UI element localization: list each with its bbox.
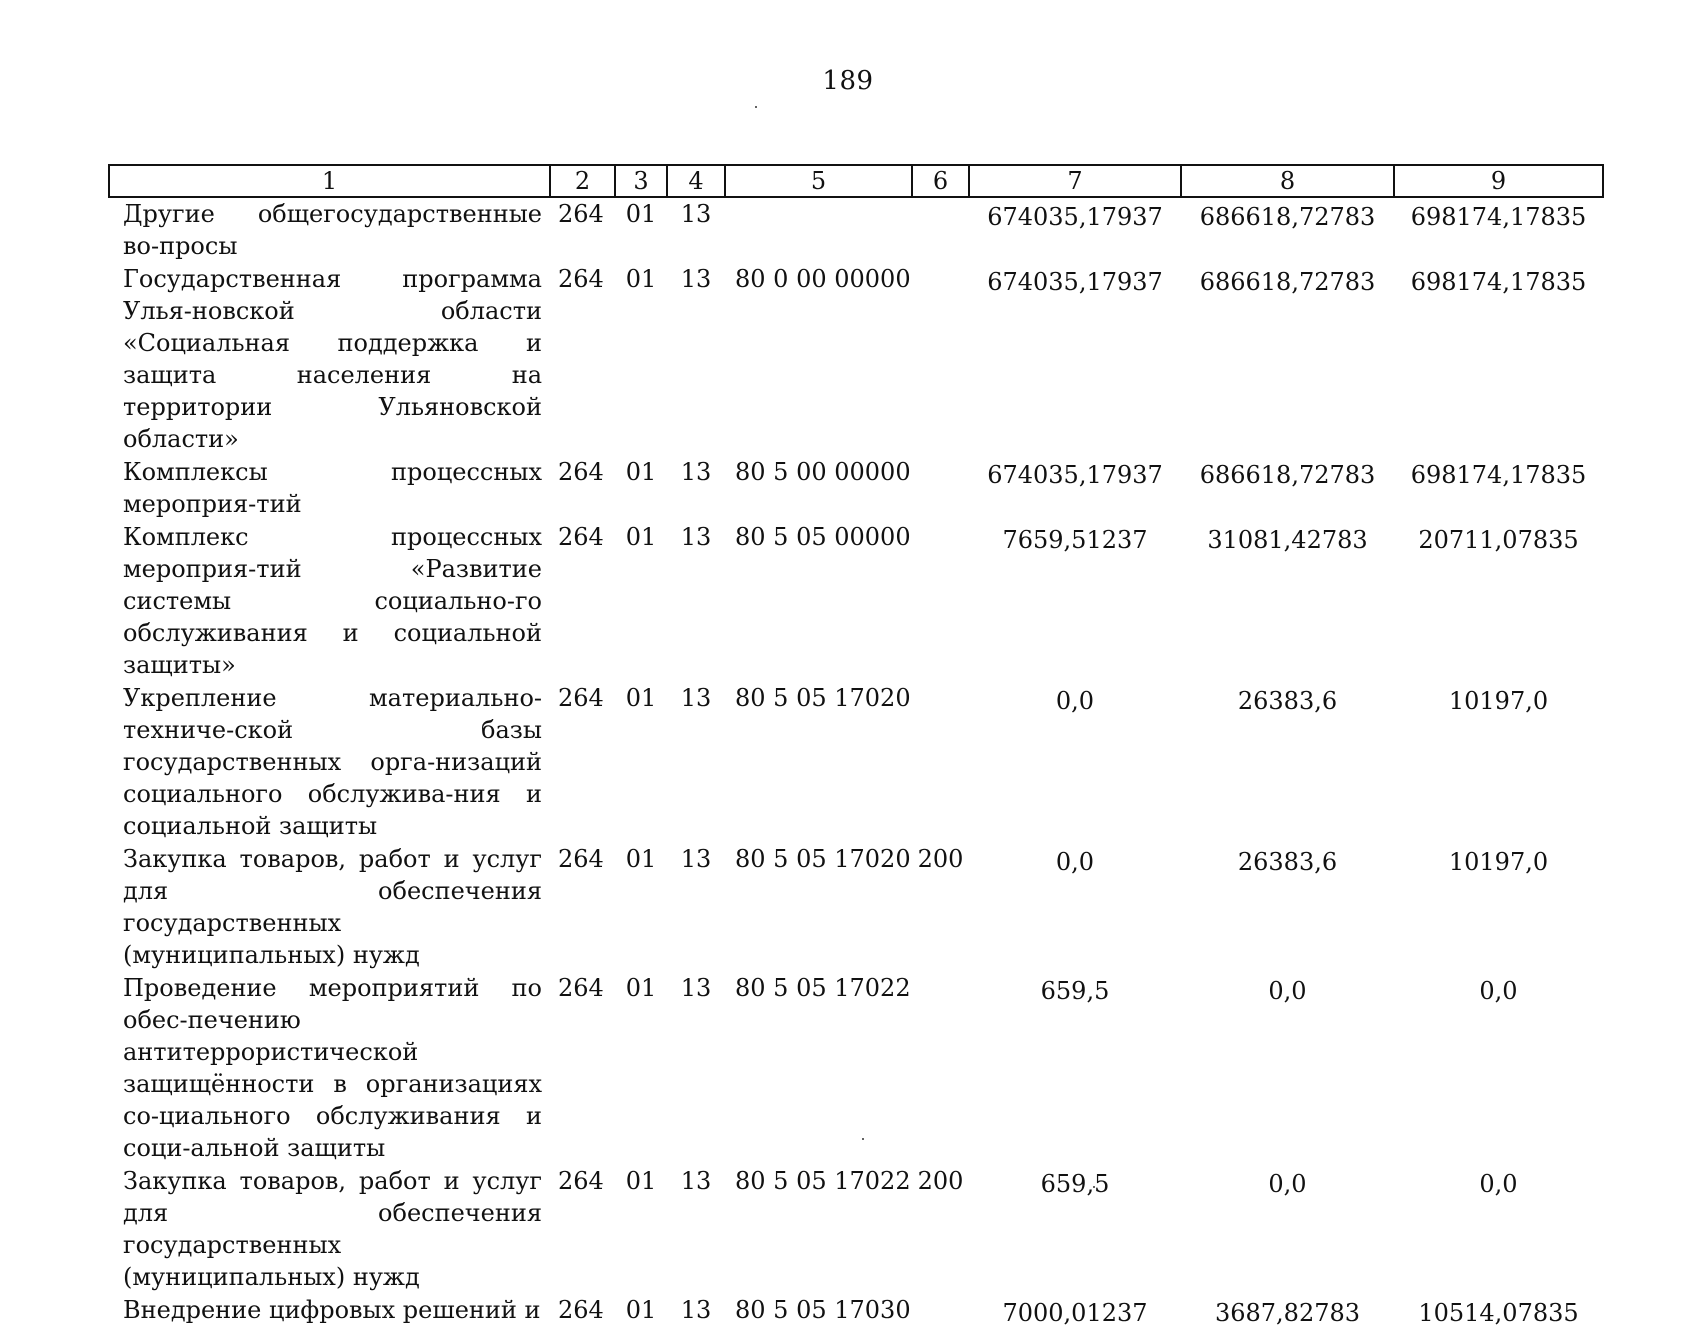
amount-col7: 674035,17937 — [987, 203, 1163, 231]
target-article-code: 80 5 00 00000 — [735, 458, 911, 486]
table-row — [109, 1294, 1603, 1330]
subsection-code: 13 — [680, 523, 712, 551]
row-name: Укрепление материально-техниче-ской базы государственных орга-низаций социального обслужива-ния и социальной защиты — [123, 684, 542, 840]
scan-speck — [755, 106, 757, 108]
section-code: 01 — [625, 200, 657, 228]
row-name: Внедрение цифровых решений и — [123, 1296, 541, 1324]
amount-col7: 0,0 — [1055, 687, 1095, 715]
amount-col9: 698174,17835 — [1410, 461, 1587, 489]
table-header-row — [109, 165, 1603, 197]
subsection-code: 13 — [680, 974, 712, 1002]
table-row — [109, 456, 1603, 521]
budget-table — [108, 164, 1604, 1330]
expense-type-code — [912, 197, 969, 263]
chapter-code: 264 — [558, 684, 604, 712]
amount-col9: 0,0 — [1479, 1170, 1518, 1198]
section-code: 01 — [625, 684, 657, 712]
section-code: 01 — [625, 974, 657, 1002]
subsection-code: 13 — [680, 1296, 712, 1324]
amount-col9: 20711,07835 — [1418, 526, 1579, 554]
section-code: 01 — [625, 523, 657, 551]
chapter-code: 264 — [558, 265, 604, 293]
amount-col8: 26383,6 — [1237, 687, 1338, 715]
column-header: 7 — [969, 165, 1181, 197]
expense-type-code — [912, 521, 969, 682]
section-code: 01 — [625, 1167, 657, 1195]
expense-type-code: 200 — [917, 845, 964, 873]
expense-type-code — [912, 682, 969, 843]
table-row — [109, 682, 1603, 843]
amount-col9: 698174,17835 — [1410, 203, 1587, 231]
table-row — [109, 521, 1603, 682]
subsection-code: 13 — [680, 1167, 712, 1195]
column-header: 9 — [1394, 165, 1603, 197]
amount-col8: 31081,42783 — [1207, 526, 1368, 554]
table-row — [109, 263, 1603, 456]
section-code: 01 — [625, 458, 657, 486]
column-header: 1 — [109, 165, 550, 197]
row-name: Проведение мероприятий по обес-печению антитеррористической защищённости в организациях со-циального обслуживания и соци-альной защиты — [123, 974, 542, 1162]
amount-col8: 26383,6 — [1237, 848, 1338, 876]
column-header: 8 — [1181, 165, 1394, 197]
amount-col7: 7659,51237 — [1002, 526, 1148, 554]
amount-col7: 0,0 — [1055, 848, 1095, 876]
subsection-code: 13 — [680, 845, 712, 873]
target-article-code: 80 0 00 00000 — [735, 265, 911, 293]
target-article-code: 80 5 05 17022 — [735, 974, 911, 1002]
amount-col8: 0,0 — [1268, 1170, 1307, 1198]
row-name: Закупка товаров, работ и услуг для обеспечения государственных (муниципальных) нужд — [123, 845, 542, 969]
target-article-code: 80 5 05 17020 — [735, 684, 911, 712]
row-name: Комплексы процессных мероприя-тий — [123, 458, 542, 518]
expense-type-code — [912, 456, 969, 521]
amount-col9: 10197,0 — [1448, 848, 1549, 876]
subsection-code: 13 — [680, 265, 712, 293]
table-row — [109, 972, 1603, 1165]
amount-col7: 659,5 — [1040, 1170, 1110, 1198]
section-code: 01 — [625, 1296, 657, 1324]
amount-col7: 674035,17937 — [987, 461, 1163, 489]
section-code: 01 — [625, 265, 657, 293]
row-name: Закупка товаров, работ и услуг для обеспечения государственных (муниципальных) нужд — [123, 1167, 542, 1291]
amount-col8: 686618,72783 — [1199, 203, 1376, 231]
row-name: Комплекс процессных мероприя-тий «Развитие системы социально-го обслуживания и социальной защиты» — [123, 523, 542, 679]
chapter-code: 264 — [558, 974, 604, 1002]
target-article-code — [725, 197, 912, 263]
chapter-code: 264 — [558, 458, 604, 486]
expense-type-code: 200 — [917, 1167, 964, 1195]
row-name: Другие общегосударственные во-просы — [123, 200, 542, 260]
chapter-code: 264 — [558, 523, 604, 551]
subsection-code: 13 — [680, 200, 712, 228]
table-row — [109, 197, 1603, 263]
amount-col7: 659,5 — [1040, 977, 1110, 1005]
target-article-code: 80 5 05 17020 — [735, 845, 911, 873]
chapter-code: 264 — [558, 845, 604, 873]
expense-type-code — [912, 1294, 969, 1330]
column-header: 2 — [550, 165, 615, 197]
column-header: 4 — [667, 165, 725, 197]
column-header: 3 — [615, 165, 667, 197]
chapter-code: 264 — [558, 1296, 604, 1324]
target-article-code: 80 5 05 00000 — [735, 523, 911, 551]
target-article-code: 80 5 05 17022 — [735, 1167, 911, 1195]
amount-col9: 0,0 — [1479, 977, 1518, 1005]
amount-col7: 674035,17937 — [987, 268, 1163, 296]
amount-col9: 10197,0 — [1448, 687, 1549, 715]
column-header: 5 — [725, 165, 912, 197]
amount-col9: 10514,07835 — [1418, 1299, 1579, 1327]
page-number: 189 — [822, 66, 874, 96]
column-header: 6 — [912, 165, 969, 197]
amount-col8: 0,0 — [1268, 977, 1307, 1005]
amount-col8: 3687,82783 — [1214, 1299, 1361, 1327]
table-row — [109, 1165, 1603, 1294]
amount-col9: 698174,17835 — [1410, 268, 1587, 296]
subsection-code: 13 — [680, 684, 712, 712]
chapter-code: 264 — [558, 1167, 604, 1195]
row-name: Государственная программа Улья-новской области «Социальная поддержка и защита населения на территории Ульяновской области» — [123, 265, 542, 453]
expense-type-code — [912, 263, 969, 456]
table-row — [109, 843, 1603, 972]
expense-type-code — [912, 972, 969, 1165]
section-code: 01 — [625, 845, 657, 873]
chapter-code: 264 — [558, 200, 604, 228]
amount-col8: 686618,72783 — [1199, 268, 1376, 296]
amount-col8: 686618,72783 — [1199, 461, 1376, 489]
target-article-code: 80 5 05 17030 — [735, 1296, 911, 1324]
subsection-code: 13 — [680, 458, 712, 486]
amount-col7: 7000,01237 — [1002, 1299, 1148, 1327]
